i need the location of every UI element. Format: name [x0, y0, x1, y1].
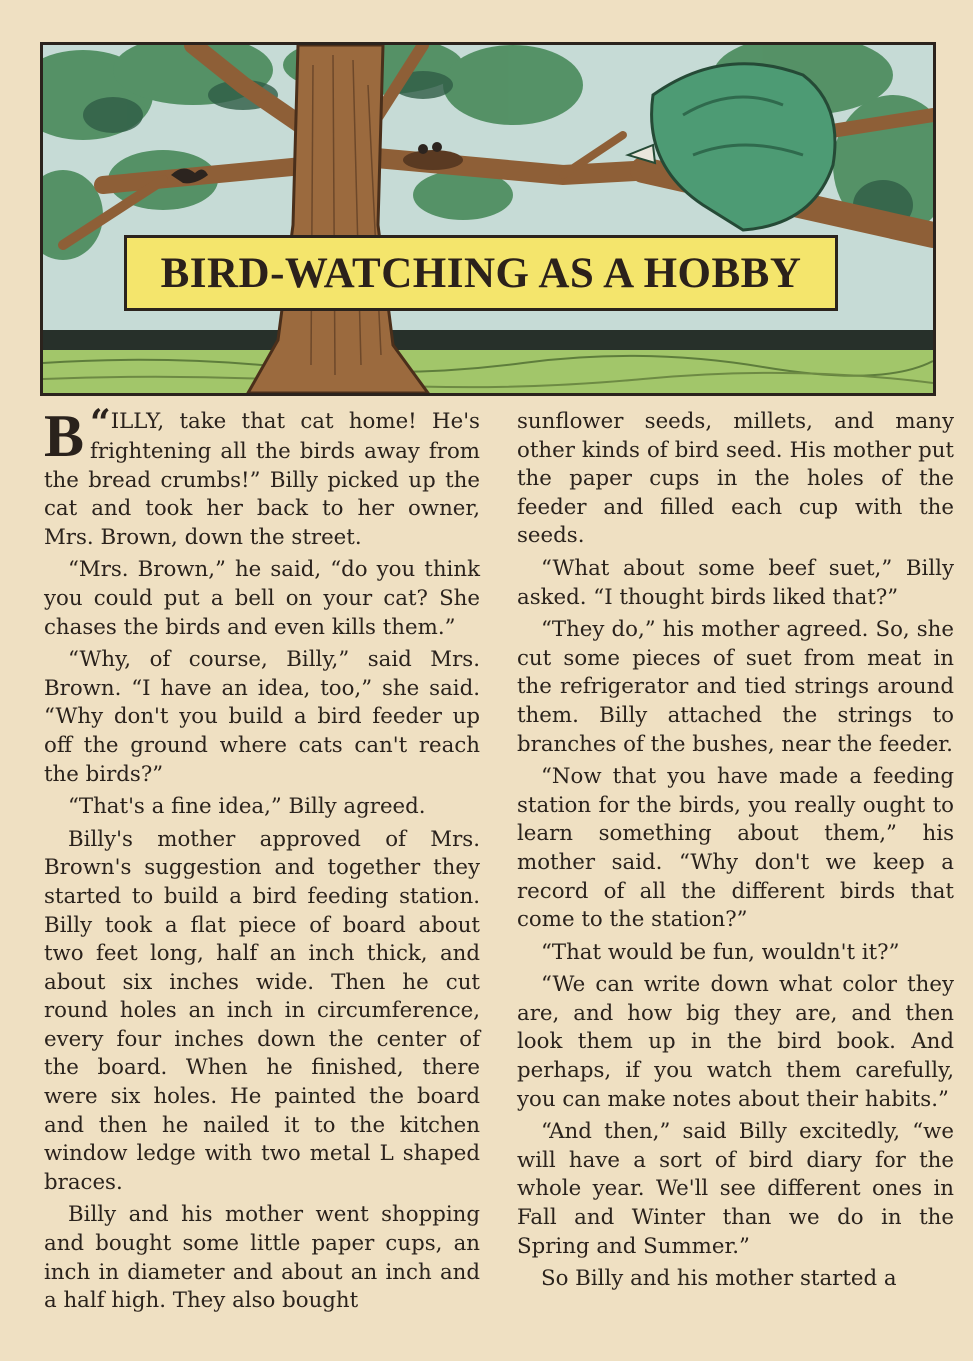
paragraph: “Mrs. Brown,” he said, “do you think you could put a bell on your cat? She chases the birds and even kills them.”: [44, 557, 480, 640]
paragraph: “They do,” his mother agreed. So, she cut some pieces of suet from meat in the refrigerator and tied strings around them. Billy attached the strings to branches of the bushes, near the feeder.: [517, 617, 954, 757]
paragraph: “That's a fine idea,” Billy agreed.: [68, 794, 426, 820]
paragraph: “We can write down what color they are, and how big they are, and then look them up in the bird book. And perhaps, if you watch them carefully, you can make notes about their habits.”: [517, 972, 954, 1112]
open-quote: “: [90, 402, 111, 444]
dropcap-letter: B: [44, 403, 85, 469]
paragraph: “That would be fun, wouldn't it?”: [541, 939, 900, 965]
paragraph: sunflower seeds, millets, and many other kinds of bird seed. His mother put the paper cups in the holes of the feeder and filled each cup with the seeds.: [517, 409, 954, 549]
right-column: [517, 408, 954, 1298]
paragraph: “And then,” said Billy excitedly, “we will have a sort of bird diary for the whole year. We'll see different ones in Fall and Winter than we do in the Spring and Summer.”: [517, 1119, 954, 1259]
paragraph: Billy and his mother went shopping and bought some little paper cups, an inch in diameter and about an inch and a half high. They also bought: [44, 1202, 480, 1314]
paragraph-text: ILLY, take that cat home! He's frightening all the birds away from the bread crumbs!” Billy picked up the cat and took her back to her owner, Mrs. Brown, down the street.: [44, 409, 480, 550]
article-title: BIRD-WATCHING AS A HOBBY: [160, 249, 802, 297]
paragraph: [44, 402, 480, 552]
tree-scene-image: [43, 45, 933, 393]
header-illustration: [40, 42, 936, 396]
title-banner: [124, 235, 838, 311]
paragraph: “What about some beef suet,” Billy asked. “I thought birds liked that?”: [517, 555, 954, 610]
paragraph: “Why, of course, Billy,” said Mrs. Brown. “I have an idea, too,” she said. “Why don't you build a bird feeder up off the ground where cats can't reach the birds?”: [44, 647, 480, 787]
left-column: [44, 402, 480, 1320]
paragraph: Billy's mother approved of Mrs. Brown's suggestion and together they started to build a bird feeding station. Billy took a flat piece of board about two feet long, half an inch thick, and about six inches wide. Then he cut round holes an inch in circumference, every four inches down the center of the board. When he finished, there were six holes. He painted the board and then he nailed it to the kitchen window ledge with two metal L shaped braces.: [44, 826, 480, 1195]
paragraph: So Billy and his mother started a: [541, 1266, 897, 1292]
paragraph: “Now that you have made a feeding station for the birds, you really ought to learn something about them,” his mother said. “Why don't we keep a record of all the different birds that come to the station?”: [517, 764, 954, 933]
